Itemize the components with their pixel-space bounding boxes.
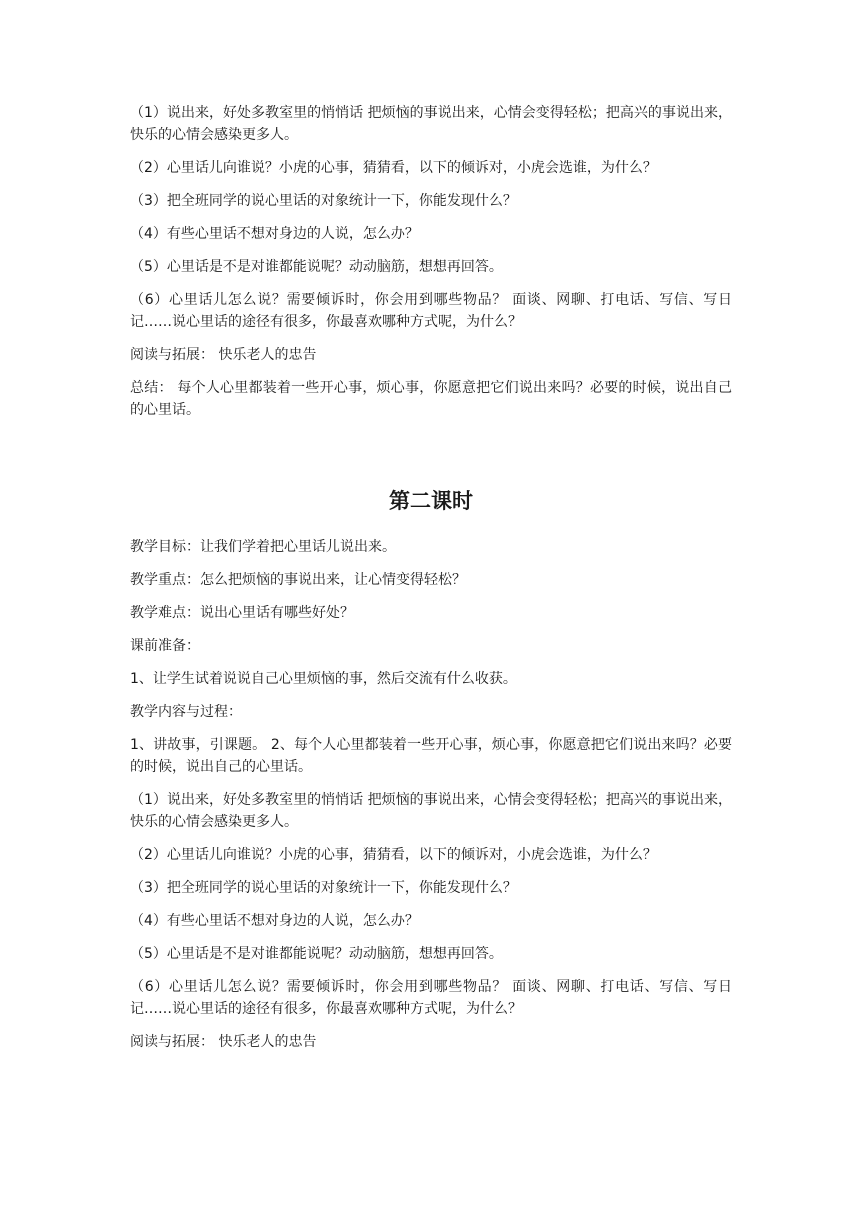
paragraph: （5）心里话是不是对谁都能说呢？动动脑筋，想想再回答。 <box>130 259 503 275</box>
teaching-focus: 教学重点：怎么把烦恼的事说出来，让心情变得轻松？ <box>130 572 466 588</box>
paragraph: （1）说出来，好处多教室里的悄悄话 把烦恼的事说出来，心情会变得轻松；把高兴的事说出来，快乐的心情会感染更多人。 <box>130 792 732 830</box>
process-label: 教学内容与过程： <box>130 704 242 720</box>
summary-paragraph: 总结： 每个人心里都装着一些开心事，烦心事，你愿意把它们说出来吗？必要的时候，说出自己的心里话。 <box>130 380 732 418</box>
section-heading: 第二课时 <box>389 489 473 513</box>
second-section <box>130 486 732 1053</box>
preparation-item: 1、让学生试着说说自己心里烦恼的事，然后交流有什么收获。 <box>130 671 517 687</box>
paragraph: （2）心里话儿向谁说？小虎的心事，猜猜看，以下的倾诉对，小虎会选谁，为什么？ <box>130 160 657 176</box>
paragraph: （6）心里话儿怎么说？需要倾诉时，你会用到哪些物品？ 面谈、网聊、打电话、写信、写日记……说心里话的途径有很多，你最喜欢哪种方式呢，为什么？ <box>130 979 732 1017</box>
paragraph: （1）说出来，好处多教室里的悄悄话 把烦恼的事说出来，心情会变得轻松；把高兴的事说出来，快乐的心情会感染更多人。 <box>130 105 732 143</box>
paragraph: （3）把全班同学的说心里话的对象统计一下，你能发现什么？ <box>130 880 517 896</box>
paragraph: （3）把全班同学的说心里话的对象统计一下，你能发现什么？ <box>130 193 517 209</box>
paragraph: （5）心里话是不是对谁都能说呢？动动脑筋，想想再回答。 <box>130 946 503 962</box>
paragraph: （4）有些心里话不想对身边的人说，怎么办？ <box>130 226 419 242</box>
teaching-difficulty: 教学难点：说出心里话有哪些好处？ <box>130 605 354 621</box>
document-page <box>130 102 732 1064</box>
paragraph: （2）心里话儿向谁说？小虎的心事，猜猜看，以下的倾诉对，小虎会选谁，为什么？ <box>130 847 657 863</box>
paragraph: 1、讲故事，引课题。 2、每个人心里都装着一些开心事，烦心事，你愿意把它们说出来吗？必要的时候，说出自己的心里话。 <box>130 737 732 775</box>
paragraph: （6）心里话儿怎么说？需要倾诉时，你会用到哪些物品？ 面谈、网聊、打电话、写信、写日记……说心里话的途径有很多，你最喜欢哪种方式呢，为什么？ <box>130 292 732 330</box>
paragraph: 阅读与拓展： 快乐老人的忠告 <box>130 347 317 363</box>
paragraph: （4）有些心里话不想对身边的人说，怎么办？ <box>130 913 419 929</box>
section-spacer <box>130 432 732 486</box>
preparation-label: 课前准备： <box>130 638 200 654</box>
top-section <box>130 102 732 421</box>
paragraph: 阅读与拓展： 快乐老人的忠告 <box>130 1034 317 1050</box>
teaching-goal: 教学目标：让我们学着把心里话儿说出来。 <box>130 539 396 555</box>
